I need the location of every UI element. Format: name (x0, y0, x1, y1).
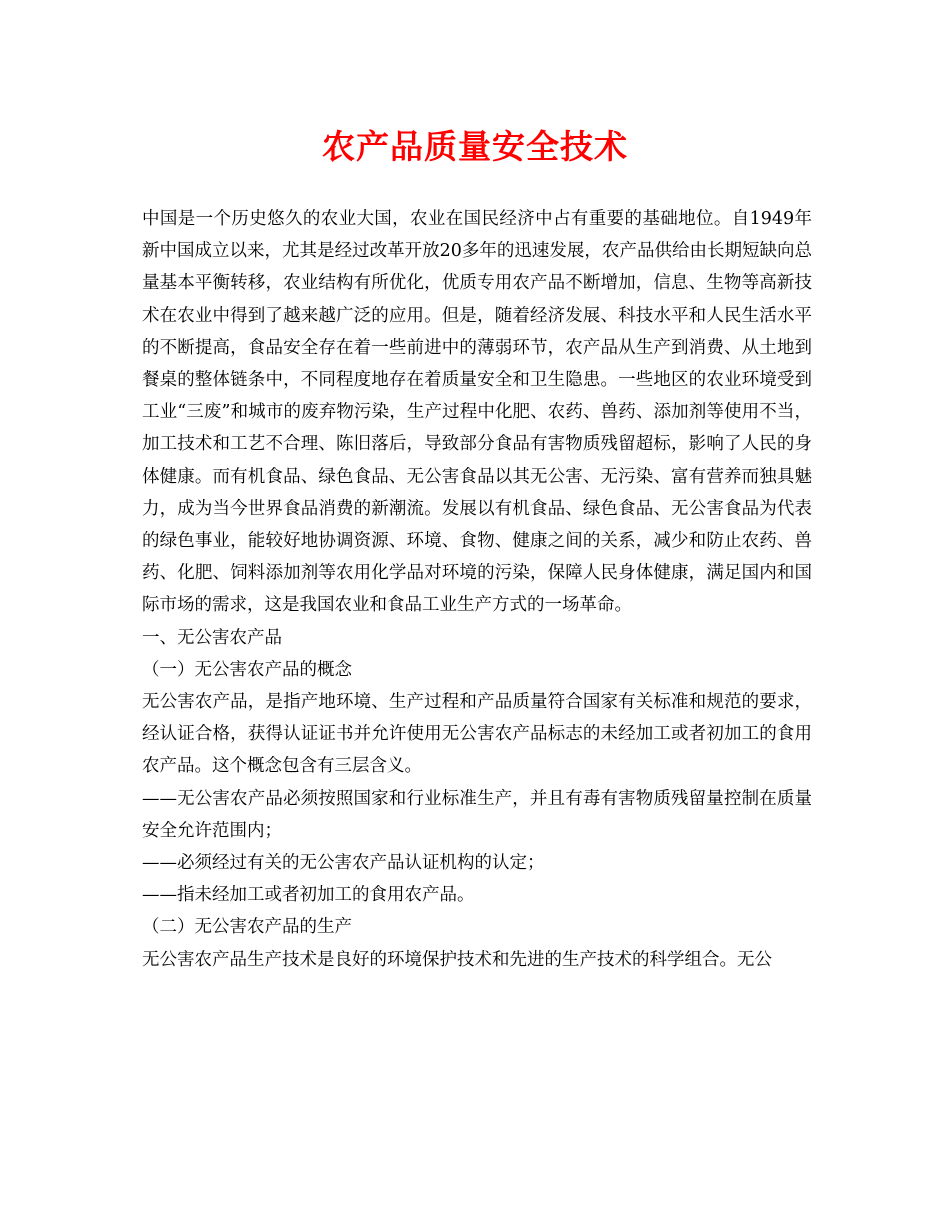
intro-paragraph: 中国是一个历史悠久的农业大国，农业在国民经济中占有重要的基础地位。自1949年新中国成立以来，尤其是经过改革开放20多年的迅速发展，农产品供给由长期短缺向总量基本平衡转移，农业结构有所优化，优质专用农产品不断增加，信息、生物等高新技术在农业中得到了越来越广泛的应用。但是，随着经济发展、科技水平和人民生活水平的不断提高，食品安全存在着一些前进中的薄弱环节，农产品从生产到消费、从土地到餐桌的整体链条中，不同程度地存在着质量安全和卫生隐患。一些地区的农业环境受到工业“三废”和城市的废弃物污染，生产过程中化肥、农药、兽药、添加剂等使用不当，加工技术和工艺不合理、陈旧落后，导致部分食品有害物质残留超标，影响了人民的身体健康。而有机食品、绿色食品、无公害食品以其无公害、无污染、富有营养而独具魅力，成为当今世界食品消费的新潮流。发展以有机食品、绿色食品、无公害食品为代表的绿色事业，能较好地协调资源、环境、食物、健康之间的关系，减少和防止农药、兽药、化肥、饲料添加剂等农用化学品对环境的污染，保障人民身体健康，满足国内和国际市场的需求，这是我国农业和食品工业生产方式的一场革命。 (142, 209, 812, 616)
definition-point-1: ——无公害农产品必须按照国家和行业标准生产，并且有毒有害物质残留量控制在质量安全允许范围内； (142, 788, 812, 841)
subsection-heading-1: （一）无公害农产品的概念 (142, 659, 352, 680)
section-heading-1: 一、无公害农产品 (142, 627, 282, 648)
production-paragraph: 无公害农产品生产技术是良好的环境保护技术和先进的生产技术的科学组合。无公 (142, 949, 772, 970)
definition-point-3: ——指未经加工或者初加工的食用农产品。 (142, 885, 475, 906)
definition-paragraph: 无公害农产品，是指产地环境、生产过程和产品质量符合国家有关标准和规范的要求，经认证合格，获得认证证书并允许使用无公害农产品标志的未经加工或者初加工的食用农产品。这个概念包含有三层含义。 (142, 692, 812, 777)
definition-point-2: ——必须经过有关的无公害农产品认证机构的认定； (142, 853, 545, 874)
document-body (142, 203, 812, 976)
document-title: 农产品质量安全技术 (322, 127, 628, 166)
subsection-heading-2: （二）无公害农产品的生产 (142, 917, 352, 938)
